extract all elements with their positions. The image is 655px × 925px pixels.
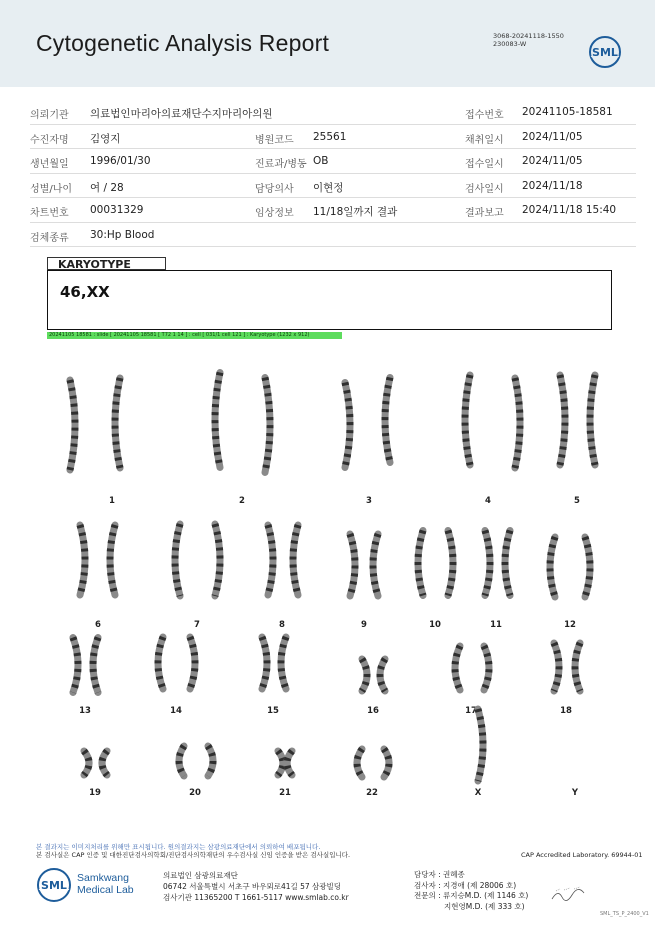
chromosome-label: 21	[279, 788, 291, 798]
exam-date-label: 검사일시	[465, 183, 504, 195]
footer-note-2: 본 검사실은 CAP 인증 및 대한진단검사의학회/진단검사의학재단의 우수검사실 신임 인증을 받은 검사실입니다.	[36, 851, 351, 859]
chart-no-label: 차트번호	[30, 208, 69, 219]
sml-logo-icon	[588, 35, 622, 69]
chromosome-label: 17	[465, 706, 477, 716]
chromosome-label: 8	[279, 620, 285, 630]
chromosome-label: 12	[564, 620, 576, 630]
chromosome-label: 19	[89, 788, 101, 798]
form-code: SML_TS_P_2400_V1	[600, 911, 649, 917]
document-id	[493, 32, 564, 48]
info-row	[30, 149, 636, 174]
karyotype-label: KARYOTYPE	[47, 257, 166, 270]
exam-date-value: 2024/11/18	[522, 179, 583, 192]
chromosome-label: Y	[571, 788, 579, 798]
clinical-label: 임상정보	[255, 208, 294, 219]
chart-no-value: 00031329	[90, 204, 144, 216]
patient-info-table	[30, 100, 636, 247]
chromosome-shape	[278, 751, 283, 775]
collection-date-value: 2024/11/05	[522, 130, 583, 143]
receipt-date-label: 접수일시	[465, 159, 504, 170]
institution-label: 의뢰기관	[30, 110, 69, 121]
staff-line3: 전문의 : 류지승M.D. (제 1146 호)	[414, 891, 529, 900]
chromosome-shape	[484, 646, 489, 690]
chromosome-label: 10	[429, 620, 441, 630]
chromosome-label: 15	[267, 706, 279, 716]
footer-notes	[36, 843, 350, 859]
sex-age-label: 성별/나이	[30, 183, 73, 195]
chromosome-label: 11	[490, 620, 502, 630]
signature-icon	[550, 885, 590, 905]
info-row	[30, 198, 636, 223]
karyotype-result: 46,XX	[60, 283, 110, 301]
chromosome-label: 16	[367, 706, 379, 716]
info-row	[30, 125, 636, 150]
birth-label: 생년월일	[30, 159, 69, 170]
birth-value: 1996/01/30	[90, 155, 151, 167]
addr-line2: 06742 서울특별시 서초구 바우뫼로41길 57 삼광빌딩	[163, 882, 342, 891]
doctor-label: 담당의사	[255, 183, 294, 195]
chromosome-label: 4	[485, 496, 491, 506]
staff-line1: 담당자 : 권혜종	[414, 870, 465, 879]
dept-value: OB	[313, 155, 329, 167]
chromosome-shape	[84, 751, 89, 775]
addr-line3: 검사기관 11365200 T 1661-5117 www.smlab.co.kr	[163, 893, 349, 902]
institution-value: 의료법인마리아의료재단수지마리아의원	[90, 108, 273, 120]
chromosome-shape	[115, 378, 120, 468]
doc-id-line2: 230083-W	[493, 40, 527, 48]
staff-line2: 검사자 : 지경애 (제 28006 호)	[414, 880, 517, 890]
chromosome-label: 9	[361, 620, 367, 630]
chromosome-shape	[455, 646, 460, 690]
chromosome-label: 20	[189, 788, 201, 798]
receipt-date-value: 2024/11/05	[522, 155, 583, 167]
chromosome-shape	[102, 751, 107, 775]
chromosome-label: 6	[95, 620, 101, 630]
report-date-value: 2024/11/18 15:40	[522, 204, 617, 216]
footer-note-1: 본 결과지는 이미지처리를 위해만 표시됩니다. 원의결과지는 삼광의료재단에서 의뢰하여 배포됩니다.	[36, 843, 321, 851]
karyogram-image	[40, 345, 615, 815]
lab-staff	[414, 870, 528, 912]
receipt-no-label: 접수번호	[465, 110, 504, 121]
logo-line1: Samkwang	[77, 872, 129, 884]
chromosome-label: 2	[239, 496, 245, 506]
receipt-no-value: 20241105-18581	[522, 106, 613, 118]
chromosome-label: 13	[79, 706, 91, 716]
karyotype-result-box	[47, 270, 612, 330]
report-title: Cytogenetic Analysis Report	[36, 30, 330, 56]
cap-accreditation: CAP Accredited Laboratory. 69944-01	[521, 851, 643, 859]
chromosome-label: 18	[560, 706, 572, 716]
chromosome-label: X	[474, 788, 482, 798]
patient-name-label: 수진자명	[30, 134, 69, 146]
info-row	[30, 174, 636, 199]
chromosome-label: 7	[194, 620, 200, 630]
dept-label: 진료과/병동	[255, 159, 307, 170]
clinical-value: 11/18일까지 결과	[313, 206, 398, 218]
chromosome-shape	[465, 375, 470, 465]
chromosome-label: 5	[574, 496, 580, 506]
specimen-label: 검체종류	[30, 232, 69, 244]
karyogram-caption: 20241105 18581 : slide [ 20241105 18581 [ T72 1 14 ] : cell [ 031/1 cell 121 ] : Karyotype (1232 x 912)	[47, 332, 342, 339]
chromosome-label: 1	[109, 496, 115, 506]
addr-line1: 의료법인 삼광의료재단	[163, 871, 238, 880]
chromosome-shape	[515, 378, 520, 468]
staff-line4: 지현영M.D. (제 333 호)	[444, 901, 525, 911]
chromosome-shape	[560, 375, 565, 465]
samkwang-logo-text: SML	[41, 879, 67, 892]
samkwang-logo-wordmark	[77, 872, 134, 896]
doctor-value: 이현정	[313, 181, 344, 194]
info-row	[30, 223, 636, 248]
report-header	[0, 0, 655, 87]
chromosome-label: 14	[170, 706, 182, 716]
hospital-code-value: 25561	[313, 130, 347, 143]
chromosome-shape	[287, 751, 292, 775]
chromosome-label: 22	[366, 788, 378, 798]
doc-id-line1: 3068-20241118-1550	[493, 32, 564, 40]
report-date-label: 결과보고	[465, 208, 504, 219]
collection-date-label: 채취일시	[465, 134, 504, 146]
specimen-value: 30:Hp Blood	[90, 228, 155, 241]
info-row	[30, 100, 636, 125]
patient-name-value: 김영지	[90, 132, 121, 145]
sex-age-value: 여 / 28	[90, 181, 124, 194]
karyogram-svg	[40, 345, 615, 815]
chromosome-shape	[70, 380, 75, 470]
hospital-code-label: 병원코드	[255, 134, 294, 146]
chromosome-shape	[590, 375, 595, 465]
sml-logo-text: SML	[592, 46, 618, 59]
lab-address	[163, 870, 349, 903]
chromosome-label: 3	[366, 496, 372, 506]
logo-line2: Medical Lab	[77, 884, 134, 896]
samkwang-logo-icon	[36, 867, 72, 903]
